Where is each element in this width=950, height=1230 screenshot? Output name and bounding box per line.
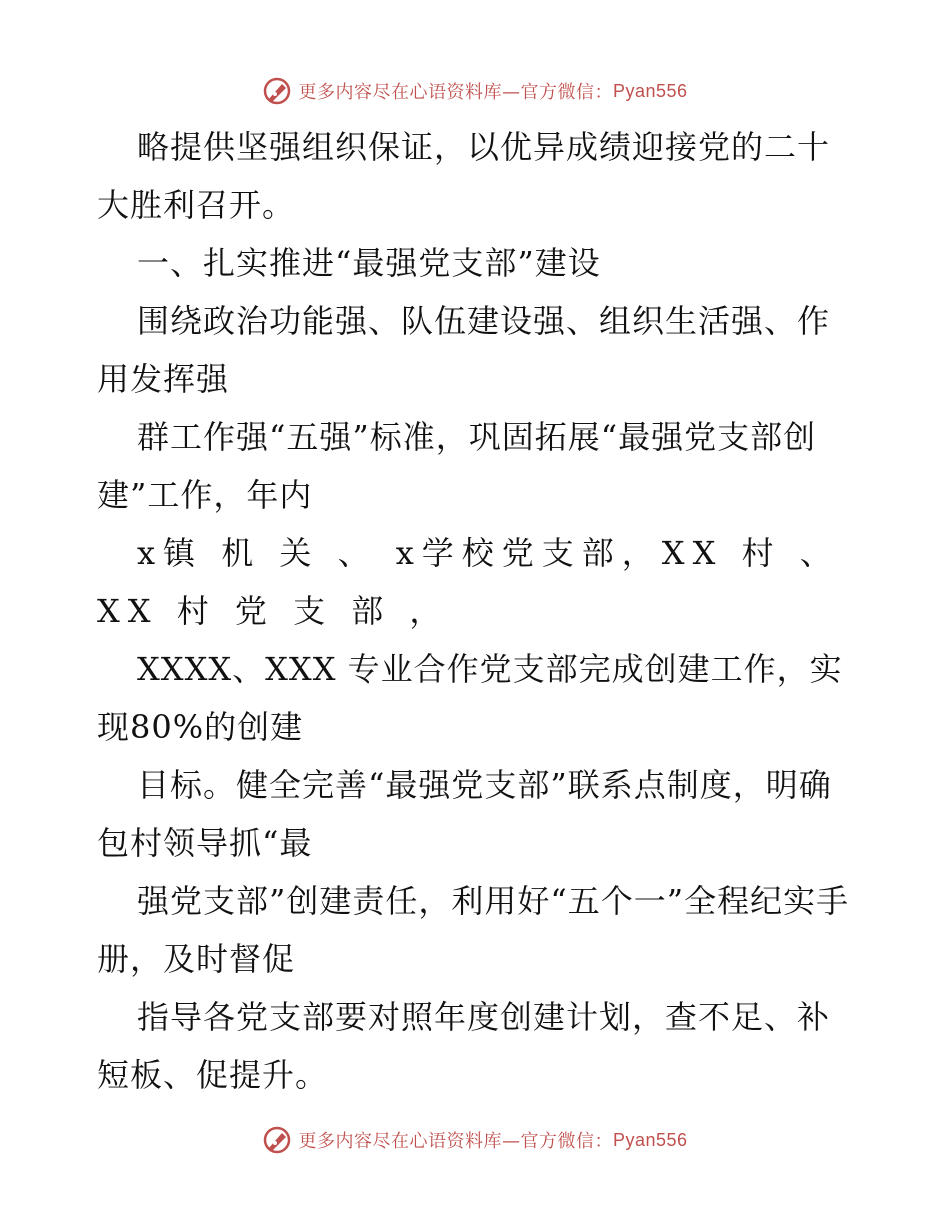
paragraph: XXXX、XXX 专业合作党支部完成创建工作，实现80%的创建 (97, 650, 843, 746)
watermark-id: Pyan556 (612, 80, 688, 101)
paragraph: 略提供坚强组织保证，以优异成绩迎接党的二十大胜利召开。 (97, 128, 831, 224)
watermark-id: Pyan556 (612, 1129, 688, 1150)
paragraph: x镇 机 关 、 x学校党支部，XX 村 、 XX 村 党 支 部 ， (97, 534, 840, 630)
section-heading: 一、扎实推进“最强党支部”建设 (137, 244, 601, 282)
paragraph: 围绕政治功能强、队伍建设强、组织生活强、作用发挥强 (97, 302, 831, 398)
header-watermark (0, 71, 950, 111)
watermark-text: 更多内容尽在心语资料库—官方微信： (298, 1131, 613, 1152)
document-body (97, 118, 853, 1104)
paragraph: 目标。健全完善“最强党支部”联系点制度，明确包村领导抓“最 (97, 766, 832, 862)
paragraph: 强党支部”创建责任，利用好“五个一”全程纪实手册，及时督促 (97, 882, 850, 978)
paragraph: 群工作强“五强”标准，巩固拓展“最强党支部创建”工作，年内 (97, 418, 817, 514)
footer-watermark (0, 1120, 950, 1160)
watermark-text: 更多内容尽在心语资料库—官方微信： (298, 82, 613, 103)
pen-nib-logo-icon (262, 1125, 292, 1155)
paragraph: 指导各党支部要对照年度创建计划，查不足、补短板、促提升。 (97, 998, 831, 1094)
pen-nib-logo-icon (262, 76, 292, 106)
